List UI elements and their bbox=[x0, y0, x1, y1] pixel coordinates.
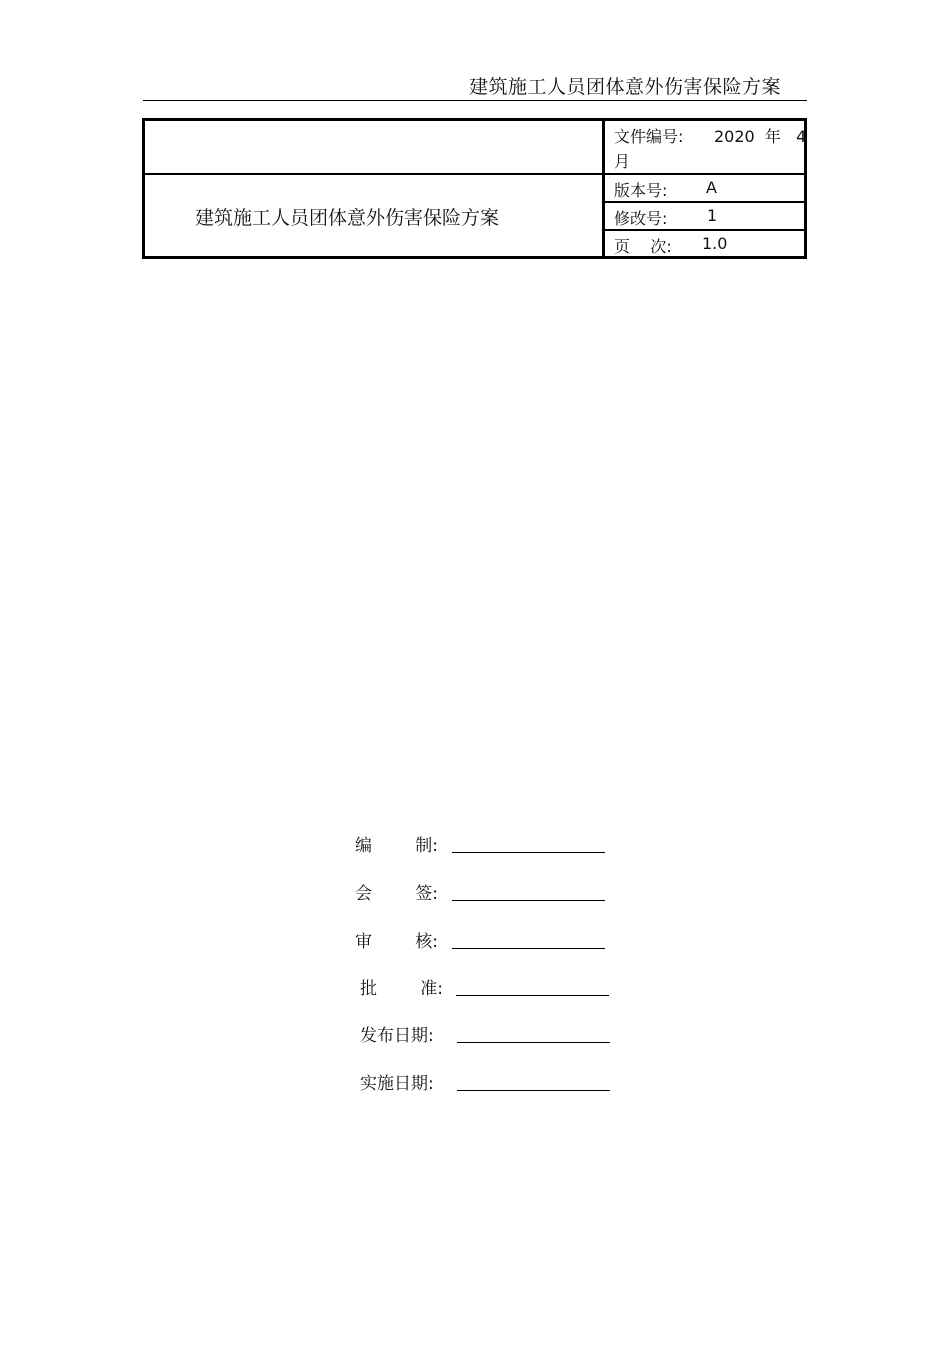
signoff-review-line[interactable] bbox=[452, 948, 605, 949]
signoff-compiled-line[interactable] bbox=[452, 852, 605, 853]
signoff-approve-label: 批 准: bbox=[360, 979, 443, 999]
signoff-review-label: 审 核: bbox=[355, 932, 438, 952]
signoff-approve-line[interactable] bbox=[456, 995, 609, 996]
signoff-countersign bbox=[355, 879, 615, 903]
signoff-compiled bbox=[355, 831, 615, 855]
revision-value: 1 bbox=[707, 206, 718, 225]
page-count-value: 1.0 bbox=[702, 234, 728, 253]
table-divider-row-2 bbox=[605, 201, 804, 203]
signoff-effective-date-line[interactable] bbox=[457, 1090, 610, 1091]
file-number-month: 月 bbox=[614, 152, 631, 171]
version-label: 版本号: bbox=[614, 181, 668, 200]
signoff-release-date-label: 发布日期: bbox=[360, 1026, 434, 1046]
document-info-table bbox=[142, 118, 807, 259]
signoff-release-date bbox=[360, 1021, 620, 1045]
document-title: 建筑施工人员团体意外伤害保险方案 bbox=[195, 207, 500, 229]
file-number-label: 文件编号: bbox=[614, 127, 684, 146]
running-header bbox=[143, 70, 807, 101]
file-number-value: 2020 年 4 bbox=[714, 127, 807, 146]
signoff-review bbox=[355, 927, 615, 951]
signoff-approve bbox=[360, 974, 620, 998]
signoff-compiled-label: 编 制: bbox=[355, 836, 438, 856]
signoff-countersign-line[interactable] bbox=[452, 900, 605, 901]
version-value: A bbox=[706, 178, 717, 197]
table-divider-row-3 bbox=[605, 229, 804, 231]
running-header-title: 建筑施工人员团体意外伤害保险方案 bbox=[468, 76, 781, 98]
signoff-countersign-label: 会 签: bbox=[355, 884, 438, 904]
signoff-effective-date bbox=[360, 1069, 620, 1093]
table-divider-vertical bbox=[602, 121, 605, 256]
page-count-label: 页 次: bbox=[614, 237, 672, 256]
signoff-release-date-line[interactable] bbox=[457, 1042, 610, 1043]
table-divider-row-1 bbox=[145, 173, 804, 175]
signoff-effective-date-label: 实施日期: bbox=[360, 1074, 434, 1094]
revision-label: 修改号: bbox=[614, 209, 668, 228]
